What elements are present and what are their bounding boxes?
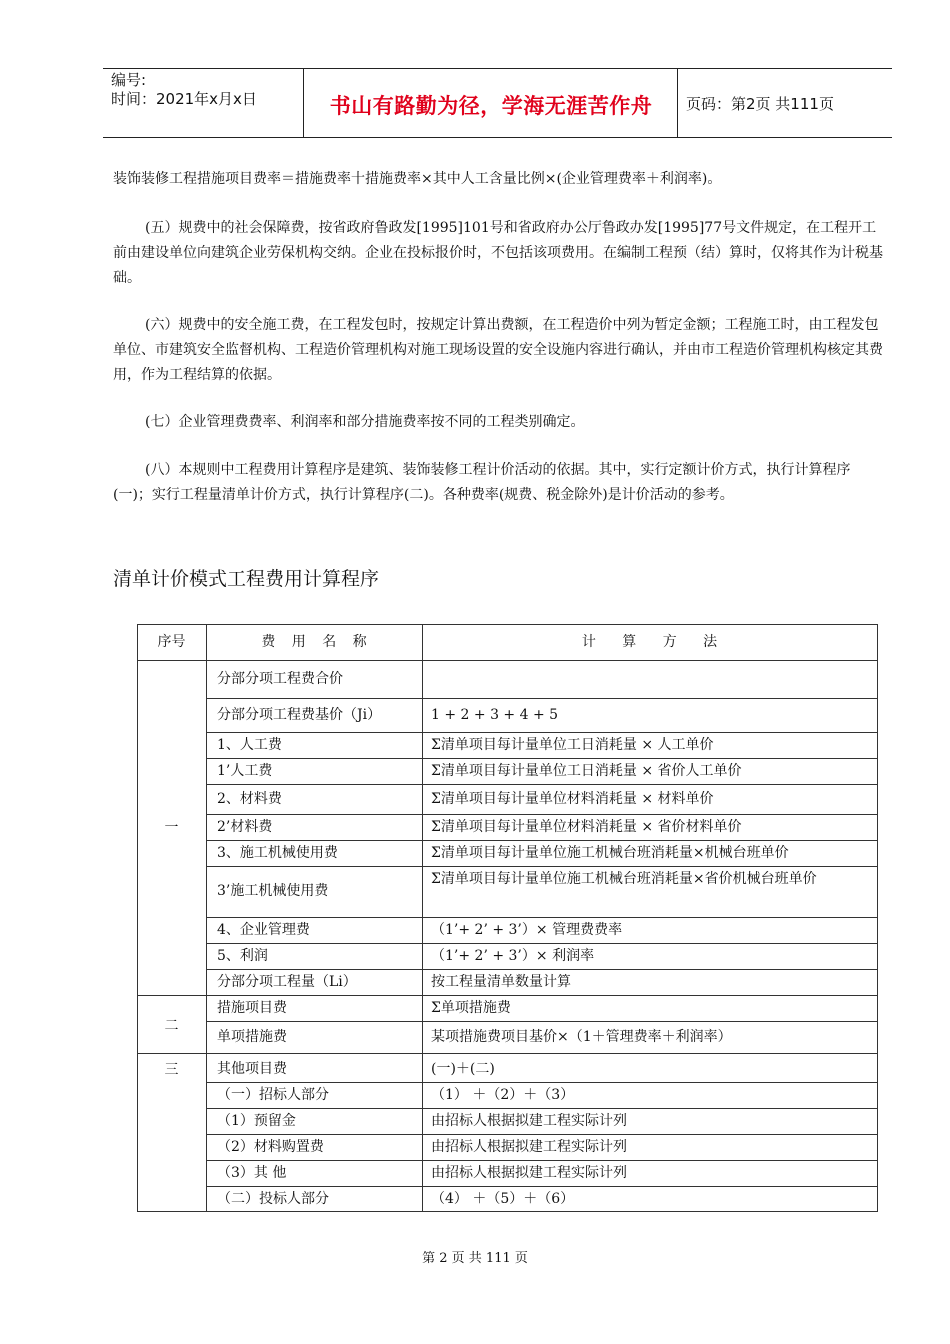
table-cell-method: Σ清单项目每计量单位施工机械台班消耗量×省价机械台班单价 <box>431 871 817 887</box>
header-meta <box>111 71 257 109</box>
number-label: 编号: <box>111 71 147 89</box>
table-cell-method: （1） ＋（2）＋（3） <box>431 1087 575 1103</box>
table-cell-name: 3’施工机械使用费 <box>217 883 329 899</box>
header-cell: 序号 <box>157 634 186 650</box>
table-cell-method: 由招标人根据拟建工程实际计列 <box>431 1113 627 1129</box>
table-cell-method: （1’+ 2’ + 3’）× 利润率 <box>431 948 595 964</box>
section-title: 清单计价模式工程费用计算程序 <box>113 568 380 590</box>
header-cell: 费 用 名 称 <box>261 634 367 650</box>
page-footer: 第 2 页 共 111 页 <box>422 1251 528 1266</box>
table-cell-name: 其他项目费 <box>217 1061 287 1077</box>
table-cell-name: （1）预留金 <box>217 1113 296 1129</box>
group-number: 三 <box>164 1062 179 1078</box>
table-rule <box>206 943 878 944</box>
table-rule <box>206 732 878 733</box>
table-cell-name: 分部分项工程费基价（Ji） <box>217 707 382 723</box>
paragraph: (七）企业管理费费率、利润率和部分措施费率按不同的工程类别确定。 <box>145 414 585 430</box>
table-cell-method: Σ清单项目每计量单位材料消耗量 × 省价材料单价 <box>431 819 742 835</box>
table-cell-name: （3）其 他 <box>217 1165 287 1181</box>
time-label: 时间：2021年x月x日 <box>111 90 257 108</box>
paragraph: (八）本规则中工程费用计算程序是建筑、装饰装修工程计价活动的依据。其中，实行定额计价方式，执行计算程序(一)；实行工程量清单计价方式，执行计算程序(二)。各种费率(规费、税金除外)是计价活动的参考。 <box>113 462 851 503</box>
table-cell-method: 按工程量清单数量计算 <box>431 974 571 990</box>
table-cell-name: 措施项目费 <box>217 1000 287 1016</box>
table-rule <box>137 624 878 625</box>
table-cell-method: Σ清单项目每计量单位工日消耗量 × 省价人工单价 <box>431 763 742 779</box>
table-rule <box>206 1108 878 1109</box>
table-rule <box>206 840 878 841</box>
table-rule <box>206 969 878 970</box>
cost-table <box>137 624 878 1211</box>
group-number: 二 <box>164 1018 179 1034</box>
table-rule <box>206 1160 878 1161</box>
table-cell-method: Σ清单项目每计量单位材料消耗量 × 材料单价 <box>431 791 714 807</box>
paragraph: (六）规费中的安全施工费，在工程发包时，按规定计算出费额，在工程造价中列为暂定金额；工程施工时，由工程发包单位、市建筑安全监督机构、工程造价管理机构对施工现场设置的安全设施内容进行确认，并由市工程造价管理机构核定其费用，作为工程结算的依据。 <box>113 317 883 383</box>
table-rule <box>206 698 878 699</box>
header-divider <box>677 69 678 137</box>
table-cell-method: （4） ＋（5）＋（6） <box>431 1191 575 1207</box>
table-cell-name: 1’人工费 <box>217 763 273 779</box>
paragraph: 装饰装修工程措施项目费率＝措施费率十措施费率×其中人工含量比例×(企业管理费率＋利润率)。 <box>113 171 722 187</box>
table-cell-name: 2、材料费 <box>217 791 282 807</box>
group-number: 一 <box>164 820 179 836</box>
table-rule <box>206 784 878 785</box>
table-rule <box>206 1186 878 1187</box>
table-cell-method: 由招标人根据拟建工程实际计列 <box>431 1165 627 1181</box>
page-info: 页码：第2页 共111页 <box>686 95 834 113</box>
table-cell-method: 1 + 2 + 3 + 4 + 5 <box>431 707 559 723</box>
table-cell-name: 3、施工机械使用费 <box>217 845 338 861</box>
page-header <box>103 68 892 138</box>
slogan: 书山有路勤为径，学海无涯苦作舟 <box>329 94 653 118</box>
table-rule <box>206 758 878 759</box>
table-cell-name: （2）材料购置费 <box>217 1139 324 1155</box>
table-cell-name: 1、人工费 <box>217 737 282 753</box>
table-cell-name: 分部分项工程量（Li） <box>217 974 357 990</box>
table-cell-method: （1’+ 2’ + 3’）× 管理费费率 <box>431 922 623 938</box>
table-cell-method: (一)＋(二) <box>431 1061 495 1077</box>
header-cell: 计 算 方 法 <box>581 634 718 650</box>
table-rule <box>137 995 878 996</box>
table-cell-method: 某项措施费项目基价×（1＋管理费率＋利润率） <box>431 1029 732 1045</box>
table-cell-name: 单项措施费 <box>217 1029 287 1045</box>
table-rule <box>137 660 878 661</box>
table-rule <box>206 917 878 918</box>
table-cell-name: 2’材料费 <box>217 819 273 835</box>
table-cell-name: 分部分项工程费合价 <box>217 671 343 687</box>
table-rule <box>206 1134 878 1135</box>
header-divider <box>303 69 304 137</box>
table-rule <box>137 1053 878 1054</box>
table-rule <box>206 1021 878 1022</box>
table-cell-name: （二）投标人部分 <box>217 1191 329 1207</box>
table-cell-name: 4、企业管理费 <box>217 922 310 938</box>
table-cell-method: 由招标人根据拟建工程实际计列 <box>431 1139 627 1155</box>
table-rule <box>206 814 878 815</box>
table-rule <box>206 1082 878 1083</box>
table-border <box>137 624 138 1211</box>
table-rule <box>137 1211 878 1212</box>
paragraph: (五）规费中的社会保障费，按省政府鲁政发[1995]101号和省政府办公厅鲁政办发[1995]77号文件规定，在工程开工前由建设单位向建筑企业劳保机构交纳。企业在投标报价时，不包括该项费用。在编制工程预（结）算时，仅将其作为计税基础。 <box>113 220 883 286</box>
table-cell-method: Σ单项措施费 <box>431 1000 511 1016</box>
table-cell-name: （一）招标人部分 <box>217 1087 329 1103</box>
table-cell-method: Σ清单项目每计量单位施工机械台班消耗量×机械台班单价 <box>431 845 789 861</box>
table-cell-method: Σ清单项目每计量单位工日消耗量 × 人工单价 <box>431 737 714 753</box>
table-cell-name: 5、利润 <box>217 948 268 964</box>
